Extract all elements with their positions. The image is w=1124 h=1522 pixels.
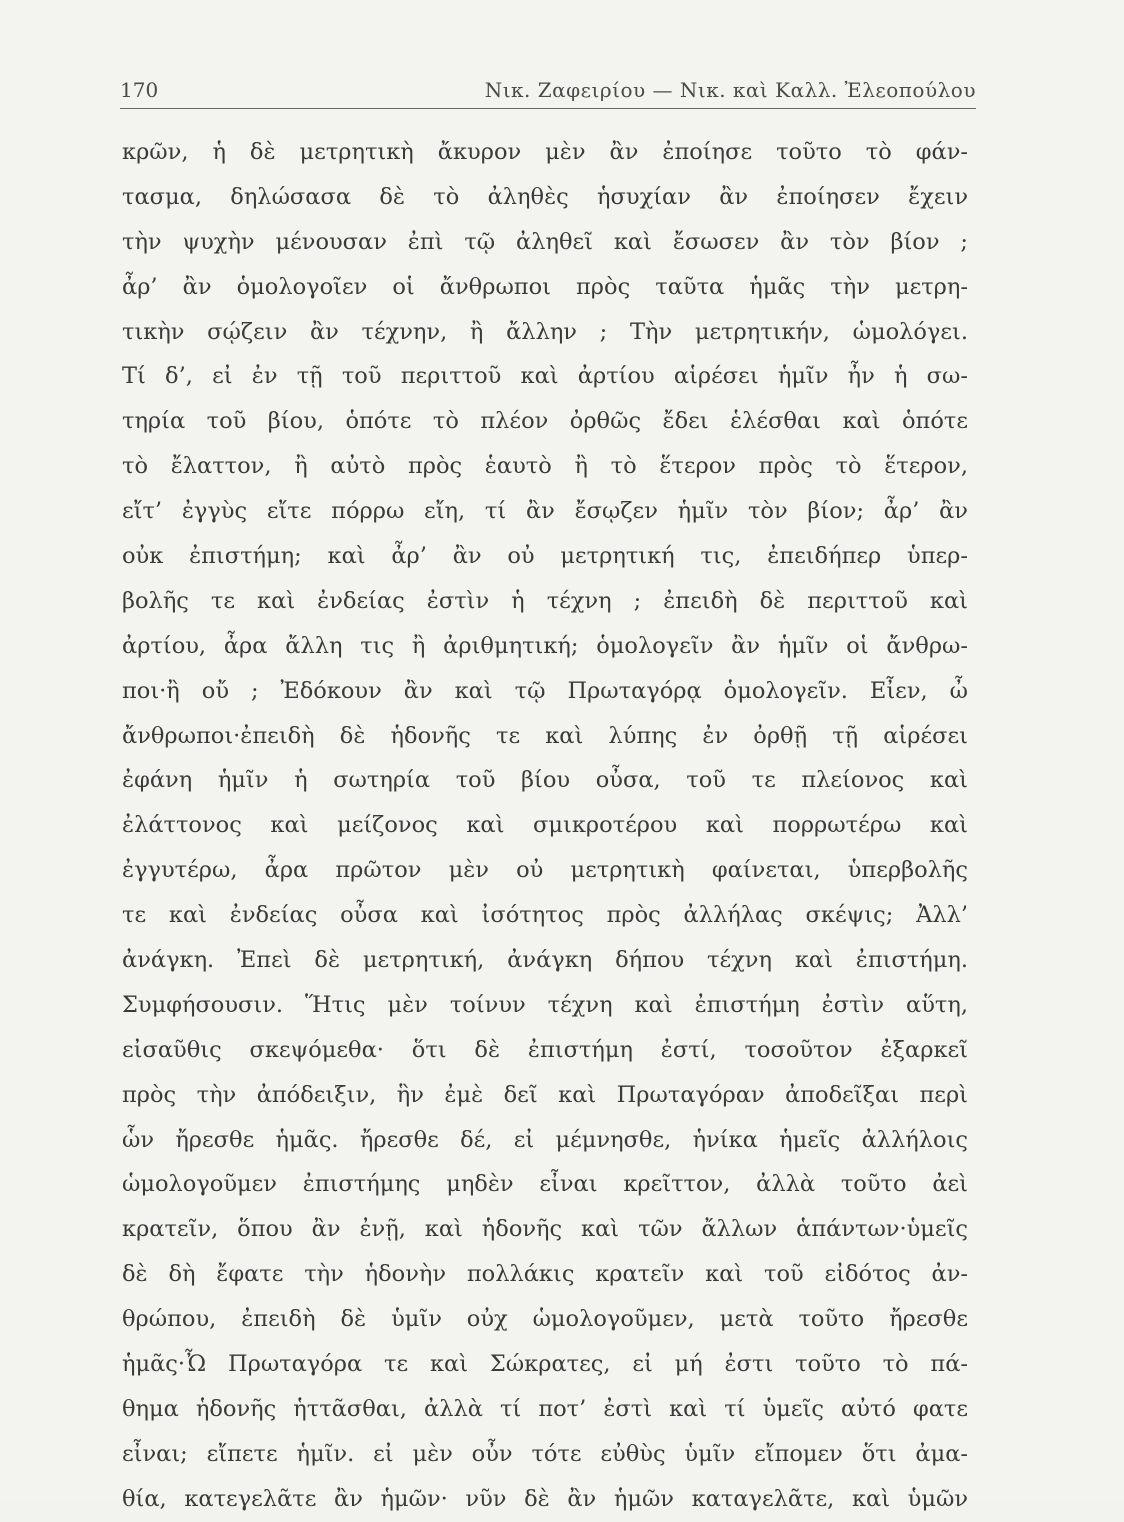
text-line: δὲ δὴ ἔφατε τὴν ἡδονὴν πολλάκις κρατεῖν καὶ τοῦ εἰδότος ἀν- <box>122 1261 968 1288</box>
text-line: ἐφάνη ἡμῖν ἡ σωτηρία τοῦ βίου οὖσα, τοῦ τε πλείονος καὶ <box>122 767 968 794</box>
text-line: ἐλάττονος καὶ μείζονος καὶ σμικροτέρου καὶ πορρωτέρω καὶ <box>122 812 968 839</box>
text-line: Συμφήσουσιν. Ἥτις μὲν τοίνυν τέχνη καὶ ἐπιστήμη ἐστὶν αὕτη, <box>122 991 968 1018</box>
text-line: Τί δ’, εἰ ἐν τῇ τοῦ περιττοῦ καὶ ἀρτίου αἱρέσει ἡμῖν ἦν ἡ σω- <box>122 363 968 390</box>
text-line: κρῶν, ἡ δὲ μετρητικὴ ἄκυρον μὲν ἂν ἐποίησε τοῦτο τὸ φάν- <box>122 139 968 165</box>
text-line: ἐγγυτέρω, ἆρα πρῶτον μὲν οὐ μετρητικὴ φαίνεται, ὑπερβολῆς <box>122 857 968 884</box>
text-line: τηρία τοῦ βίου, ὁπότε τὸ πλέον ὀρθῶς ἔδει ἑλέσθαι καὶ ὁπότε <box>122 408 968 435</box>
running-head <box>120 74 976 109</box>
text-line: εἴτ’ ἐγγὺς εἴτε πόρρω εἴη, τί ἂν ἔσῳζεν ἡμῖν τὸν βίον; ἆρ’ ἂν <box>122 498 968 525</box>
text-line: βολῆς τε καὶ ἐνδείας ἐστὶν ἡ τέχνη ; ἐπειδὴ δὲ περιττοῦ καὶ <box>122 587 968 614</box>
text-line: θημα ἡδονῆς ἡττᾶσθαι, ἀλλὰ τί ποτ’ ἐστὶ καὶ τί ὑμεῖς αὐτό φατε <box>122 1395 968 1422</box>
text-line: εἶναι; εἴπετε ἡμῖν. εἰ μὲν οὖν τότε εὐθὺς ὑμῖν εἴπομεν ὅτι ἀμα- <box>122 1440 968 1467</box>
body-text <box>122 130 968 1522</box>
text-line: τασμα, δηλώσασα δὲ τὸ ἀληθὲς ἡσυχίαν ἂν ἐποίησεν ἔχειν <box>122 183 968 210</box>
text-line: ὡμολογοῦμεν ἐπιστήμης μηδὲν εἶναι κρεῖττον, ἀλλὰ τοῦτο ἀεὶ <box>122 1171 968 1198</box>
text-line: ἄνθρωποι·ἐπειδὴ δὲ ἡδονῆς τε καὶ λύπης ἐν ὀρθῇ τῇ αἱρέσει <box>122 722 968 749</box>
text-line: ἀρτίου, ἆρα ἄλλη τις ἢ ἀριθμητική; ὁμολογεῖν ἂν ἡμῖν οἱ ἄνθρω- <box>122 632 968 659</box>
text-line: τὸ ἔλαττον, ἢ αὐτὸ πρὸς ἑαυτὸ ἢ τὸ ἕτερον πρὸς τὸ ἕτερον, <box>122 453 968 480</box>
text-line: ἀνάγκη. Ἐπεὶ δὲ μετρητική, ἀνάγκη δήπου τέχνη καὶ ἐπιστήμη. <box>122 947 968 974</box>
text-line: ἡμᾶς·Ὦ Πρωταγόρα τε καὶ Σώκρατες, εἰ μή ἐστι τοῦτο τὸ πά- <box>122 1351 968 1378</box>
running-head-authors: Νικ. Ζαφειρίου — Νικ. καὶ Καλλ. Ἐλεοπούλου <box>484 78 976 102</box>
text-line: πρὸς τὴν ἀπόδειξιν, ἣν ἐμὲ δεῖ καὶ Πρωταγόραν ἀποδεῖξαι περὶ <box>122 1081 968 1108</box>
text-line: θρώπου, ἐπειδὴ δὲ ὑμῖν οὐχ ὡμολογοῦμεν, μετὰ τοῦτο ἤρεσθε <box>122 1306 968 1333</box>
text-line: εἰσαῦθις σκεψόμεθα· ὅτι δὲ ἐπιστήμη ἐστί, τοσοῦτον ἐξαρκεῖ <box>122 1036 968 1063</box>
text-line: ἆρ’ ἂν ὁμολογοῖεν οἱ ἄνθρωποι πρὸς ταῦτα ἡμᾶς τὴν μετρη- <box>122 273 968 300</box>
page-number: 170 <box>120 78 159 102</box>
text-line: οὐκ ἐπιστήμη; καὶ ἆρ’ ἂν οὐ μετρητική τις, ἐπειδήπερ ὑπερ- <box>122 543 968 570</box>
text-line: τικὴν σῴζειν ἂν τέχνην, ἢ ἄλλην ; Τὴν μετρητικήν, ὡμολόγει. <box>122 318 968 345</box>
text-line: κρατεῖν, ὅπου ἂν ἐνῇ, καὶ ἡδονῆς καὶ τῶν ἄλλων ἁπάντων·ὑμεῖς <box>122 1216 968 1243</box>
text-line: θία, κατεγελᾶτε ἂν ἡμῶν· νῦν δὲ ἂν ἡμῶν καταγελᾶτε, καὶ ὑμῶν <box>122 1485 968 1512</box>
text-line: τε καὶ ἐνδείας οὖσα καὶ ἰσότητος πρὸς ἀλλήλας σκέψις; Ἀλλ’ <box>122 902 968 929</box>
text-line: ποι·ἢ οὔ ; Ἐδόκουν ἂν καὶ τῷ Πρωταγόρᾳ ὁμολογεῖν. Εἶεν, ὦ <box>122 677 968 704</box>
text-line: ὧν ἤρεσθε ἡμᾶς. ἤρεσθε δέ, εἰ μέμνησθε, ἡνίκα ἡμεῖς ἀλλήλοις <box>122 1126 968 1153</box>
text-line: τὴν ψυχὴν μένουσαν ἐπὶ τῷ ἀληθεῖ καὶ ἔσωσεν ἂν τὸν βίον ; <box>122 228 968 255</box>
